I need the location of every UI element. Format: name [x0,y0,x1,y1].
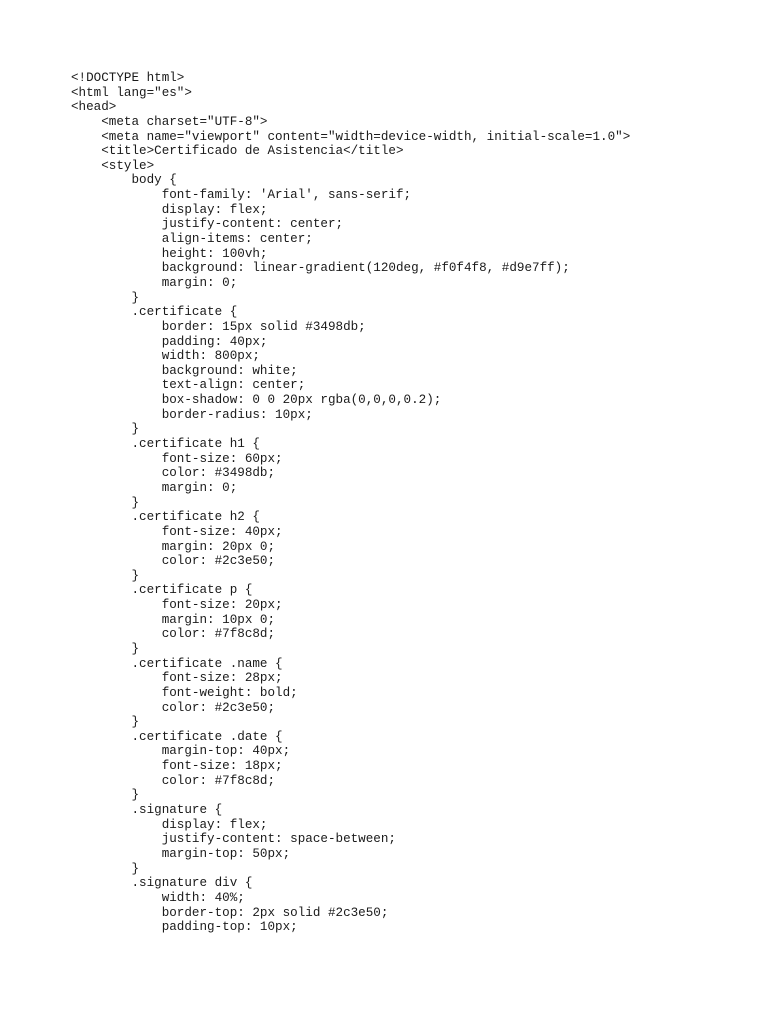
code-line: display: flex; [71,817,268,832]
code-line: margin-top: 50px; [71,846,291,861]
code-line: .certificate p { [71,583,253,598]
code-line: } [71,290,140,305]
code-line: } [71,568,140,583]
code-line: border: 15px solid #3498db; [71,319,366,334]
code-line: justify-content: space-between; [71,832,396,847]
code-line: } [71,861,140,876]
code-line: margin: 10px 0; [71,612,276,627]
code-line: font-weight: bold; [71,685,298,700]
code-line: .certificate .name { [71,656,283,671]
code-line: padding-top: 10px; [71,920,298,935]
code-line: .certificate .date { [71,729,283,744]
code-line: margin: 0; [71,480,238,495]
code-line: font-size: 40px; [71,524,283,539]
code-line: color: #2c3e50; [71,700,276,715]
code-line: <meta name="viewport" content="width=device-width, initial-scale=1.0"> [71,129,631,144]
code-line: display: flex; [71,202,268,217]
code-line: width: 800px; [71,349,260,364]
code-line: width: 40%; [71,890,245,905]
code-line: } [71,495,140,510]
code-line: .signature div { [71,876,253,891]
code-line: color: #7f8c8d; [71,627,276,642]
code-line: } [71,422,140,437]
code-line: .certificate h2 { [71,510,260,525]
code-line: } [71,788,140,803]
code-line: margin-top: 40px; [71,744,291,759]
code-line: font-size: 18px; [71,759,283,774]
code-line: color: #2c3e50; [71,554,276,569]
code-line: } [71,715,140,730]
code-line: } [71,641,140,656]
code-line: text-align: center; [71,378,306,393]
code-line: justify-content: center; [71,217,344,232]
code-line: <!DOCTYPE html> [71,71,185,85]
code-line: .certificate h1 { [71,437,260,452]
code-line: .certificate { [71,305,238,320]
code-line: border-top: 2px solid #2c3e50; [71,905,389,920]
code-line: background: linear-gradient(120deg, #f0f4f8, #d9e7ff); [71,261,570,276]
code-line: <meta charset="UTF-8"> [71,114,268,129]
code-line: color: #7f8c8d; [71,773,276,788]
code-line: font-family: 'Arial', sans-serif; [71,188,412,203]
code-listing [71,71,630,935]
code-line: <title>Certificado de Asistencia</title> [71,144,404,159]
code-line: border-radius: 10px; [71,407,313,422]
code-line: font-size: 28px; [71,671,283,686]
code-line: <head> [71,100,117,115]
code-line: font-size: 60px; [71,451,283,466]
code-line: margin: 20px 0; [71,539,276,554]
code-line: padding: 40px; [71,334,268,349]
code-line: height: 100vh; [71,246,268,261]
code-line: body { [71,173,177,188]
code-line: .signature { [71,803,223,818]
code-line: margin: 0; [71,275,238,290]
code-line: box-shadow: 0 0 20px rgba(0,0,0,0.2); [71,393,442,408]
code-line: <html lang="es"> [71,85,192,100]
code-line: background: white; [71,363,298,378]
code-line: align-items: center; [71,232,313,247]
code-line: color: #3498db; [71,466,276,481]
code-line: font-size: 20px; [71,598,283,613]
code-line: <style> [71,158,155,173]
